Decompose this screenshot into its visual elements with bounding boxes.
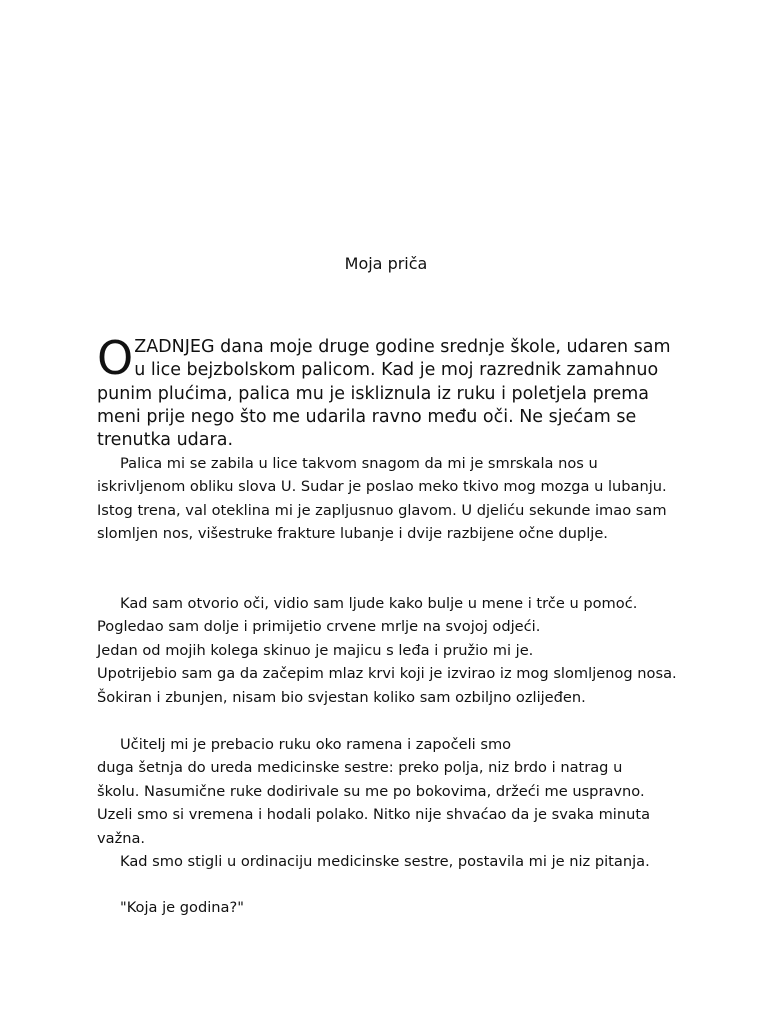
text-line: Šokiran i zbunjen, nisam bio svjestan koliko sam ozbiljno ozlijeđen. (97, 688, 586, 706)
paragraph-impact (97, 452, 717, 546)
lead-text: ZADNJEG dana moje druge godine srednje škole, udaren sam u lice bejzbolskom palicom. Kad je moj razrednik zamahnuo punim plućima, palica mu je iskliznula iz ruku i poletjela prema meni prije nego što me udarila ravno među oči. Ne sjećam se trenutka udara. (97, 337, 671, 451)
text-line: slomljen nos, višestruke frakture lubanje i dvije razbijene očne duplje. (97, 525, 608, 543)
drop-cap: O (97, 331, 134, 385)
text-line: Kad smo stigli u ordinaciju medicinske sestre, postavila mi je niz pitanja. (120, 853, 650, 871)
text-line: Upotrijebio sam ga da začepim mlaz krvi koji je izvirao iz mog slomljenog nosa. (97, 665, 677, 683)
text-line: Učitelj mi je prebacio ruku oko ramena i započeli smo (120, 736, 512, 753)
paragraph-awakening (97, 592, 717, 709)
paragraph-walk (97, 733, 717, 873)
text-line: Jedan od mojih kolega skinuo je majicu s leđa i pružio mi je. (97, 641, 534, 659)
text-line: školu. Nasumične ruke dodirivale su me po bokovima, držeći me uspravno. (97, 782, 645, 800)
paragraph-question (97, 896, 717, 919)
text-line: iskrivljenom obliku slova U. Sudar je poslao meko tkivo mog mozga u lubanju. (97, 478, 667, 496)
page-title: Moja priča (344, 254, 428, 273)
text-line: Palica mi se zabila u lice takvom snagom da mi je smrskala nos u (120, 455, 598, 472)
text-line: važna. (97, 829, 146, 847)
text-line: duga šetnja do ureda medicinske sestre: preko polja, niz brdo i natrag u (97, 759, 623, 777)
text-line: Kad sam otvorio oči, vidio sam ljude kako bulje u mene i trče u pomoć. (120, 595, 638, 612)
lead-paragraph (97, 331, 687, 452)
text-line: Pogledao sam dolje i primijetio crvene mrlje na svojoj odjeći. (97, 618, 541, 636)
text-line: Uzeli smo si vremena i hodali polako. Nitko nije shvaćao da je svaka minuta (97, 806, 651, 824)
text-line: "Koja je godina?" (120, 899, 244, 916)
text-line: Istog trena, val oteklina mi je zapljusnuo glavom. U djeliću sekunde imao sam (97, 501, 667, 519)
